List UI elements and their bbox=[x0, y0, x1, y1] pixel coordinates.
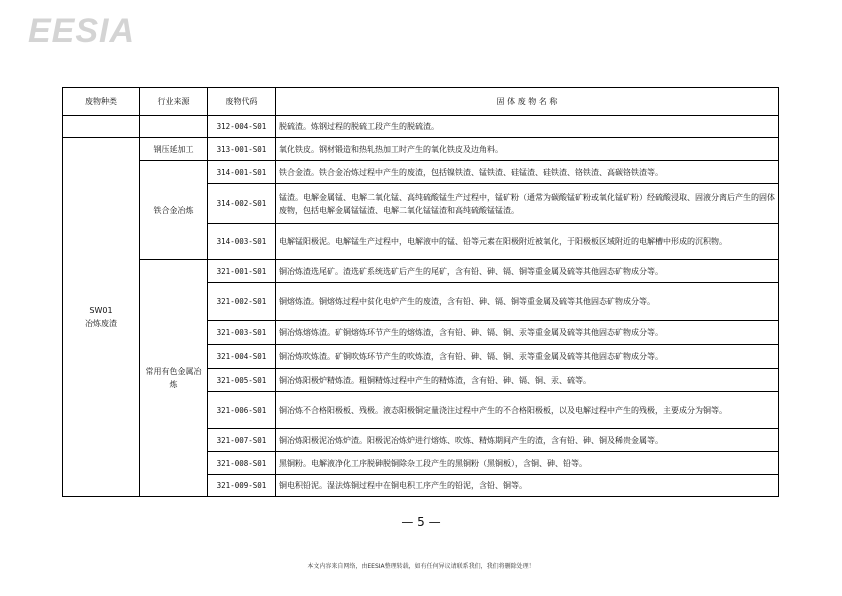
waste-description: 铜电积铅泥。湿法炼铜过程中在铜电积工序产生的铅泥，含铅、铜等。 bbox=[276, 475, 779, 497]
waste-code: 312-004-S01 bbox=[208, 116, 276, 138]
cat-cell-empty bbox=[63, 116, 140, 138]
waste-description: 铜冶炼阳极泥冶炼炉渣。阳极泥冶炼炉进行熔炼、吹炼、精炼期间产生的渣，含有铅、砷、铜及稀贵金属等。 bbox=[276, 429, 779, 452]
source-nonferrous: 常用有色金属冶炼 bbox=[140, 260, 208, 497]
header-waste-name: 固 体 废 物 名 称 bbox=[276, 88, 779, 116]
waste-code: 321-007-S01 bbox=[208, 429, 276, 452]
page-number: — 5 — bbox=[401, 515, 441, 529]
waste-code: 321-005-S01 bbox=[208, 369, 276, 392]
waste-description: 黑铜粉。电解液净化工序脱砷脱铜除杂工段产生的黑铜粉（黑铜板），含铜、砷、铅等。 bbox=[276, 452, 779, 475]
waste-code: 314-002-S01 bbox=[208, 184, 276, 224]
waste-description: 氧化铁皮。钢材锻造和热轧热加工时产生的氧化铁皮及边角料。 bbox=[276, 138, 779, 161]
waste-description: 锰渣。电解金属锰、电解二氧化锰、高纯硫酸锰生产过程中，锰矿粉（通常为碳酸锰矿粉或氧化锰矿粉）经硫酸浸取、固液分离后产生的固体废物，包括电解金属锰锰渣、电解二氧化锰锰渣和高纯硫酸锰锰渣。 bbox=[276, 184, 779, 224]
eesia-logo: EESIA bbox=[28, 12, 136, 50]
waste-code: 321-008-S01 bbox=[208, 452, 276, 475]
waste-description: 电解锰阳极泥。电解锰生产过程中，电解液中的锰、铅等元素在阳极附近被氧化，于阳极板区域附近的电解槽中形成的沉积物。 bbox=[276, 224, 779, 260]
waste-description: 铜冶炼不合格阳极板、残极。液态阳极铜定量浇注过程中产生的不合格阳极板，以及电解过程中产生的残极，主要成分为铜等。 bbox=[276, 392, 779, 429]
waste-code: 321-009-S01 bbox=[208, 475, 276, 497]
category-cell bbox=[63, 138, 140, 497]
src-cell-empty bbox=[140, 116, 208, 138]
category-name: 冶炼废渣 bbox=[85, 319, 117, 328]
table-row bbox=[63, 138, 779, 161]
waste-code: 321-001-S01 bbox=[208, 260, 276, 283]
waste-code: 313-001-S01 bbox=[208, 138, 276, 161]
waste-description: 铁合金渣。铁合金冶炼过程中产生的废渣，包括镍铁渣、锰铁渣、硅锰渣、硅铁渣、铬铁渣、高碳铬铁渣等。 bbox=[276, 161, 779, 184]
header-waste-code: 废物代码 bbox=[208, 88, 276, 116]
waste-description: 铜冶炼阳极炉精炼渣。粗铜精炼过程中产生的精炼渣，含有铅、砷、镉、铜、汞、硫等。 bbox=[276, 369, 779, 392]
header-waste-type: 废物种类 bbox=[63, 88, 140, 116]
table-row bbox=[63, 116, 779, 138]
waste-description: 铜冶炼吹炼渣。矿铜吹炼环节产生的吹炼渣，含有铅、砷、镉、铜、汞等重金属及硫等其他固态矿物成分等。 bbox=[276, 345, 779, 369]
waste-code: 321-002-S01 bbox=[208, 283, 276, 321]
waste-code: 321-006-S01 bbox=[208, 392, 276, 429]
category-code: SW01 bbox=[89, 306, 113, 315]
source-steel-rolling: 钢压延加工 bbox=[140, 138, 208, 161]
header-industry-source: 行业来源 bbox=[140, 88, 208, 116]
waste-description: 铜冶炼渣选尾矿。渣选矿系统选矿后产生的尾矿，含有铅、砷、镉、铜等重金属及硫等其他固态矿物成分等。 bbox=[276, 260, 779, 283]
table-row bbox=[63, 260, 779, 283]
waste-code: 314-001-S01 bbox=[208, 161, 276, 184]
waste-table bbox=[62, 87, 779, 497]
waste-code: 321-004-S01 bbox=[208, 345, 276, 369]
waste-description: 铜熔炼渣。铜熔炼过程中贫化电炉产生的废渣，含有铅、砷、镉、铜等重金属及硫等其他固态矿物成分等。 bbox=[276, 283, 779, 321]
source-ferroalloy: 铁合金冶炼 bbox=[140, 161, 208, 260]
table-row bbox=[63, 161, 779, 184]
footer-disclaimer: 本文内容来自网络，由EESIA整理转载，如有任何异议请联系我们，我们将删除处理！ bbox=[307, 563, 535, 570]
waste-description: 铜冶炼熔炼渣。矿铜熔炼环节产生的熔炼渣，含有铅、砷、镉、铜、汞等重金属及硫等其他固态矿物成分等。 bbox=[276, 321, 779, 345]
waste-description: 脱硫渣。炼钢过程的脱硫工段产生的脱硫渣。 bbox=[276, 116, 779, 138]
waste-code: 314-003-S01 bbox=[208, 224, 276, 260]
table-header-row bbox=[63, 88, 779, 116]
waste-code: 321-003-S01 bbox=[208, 321, 276, 345]
